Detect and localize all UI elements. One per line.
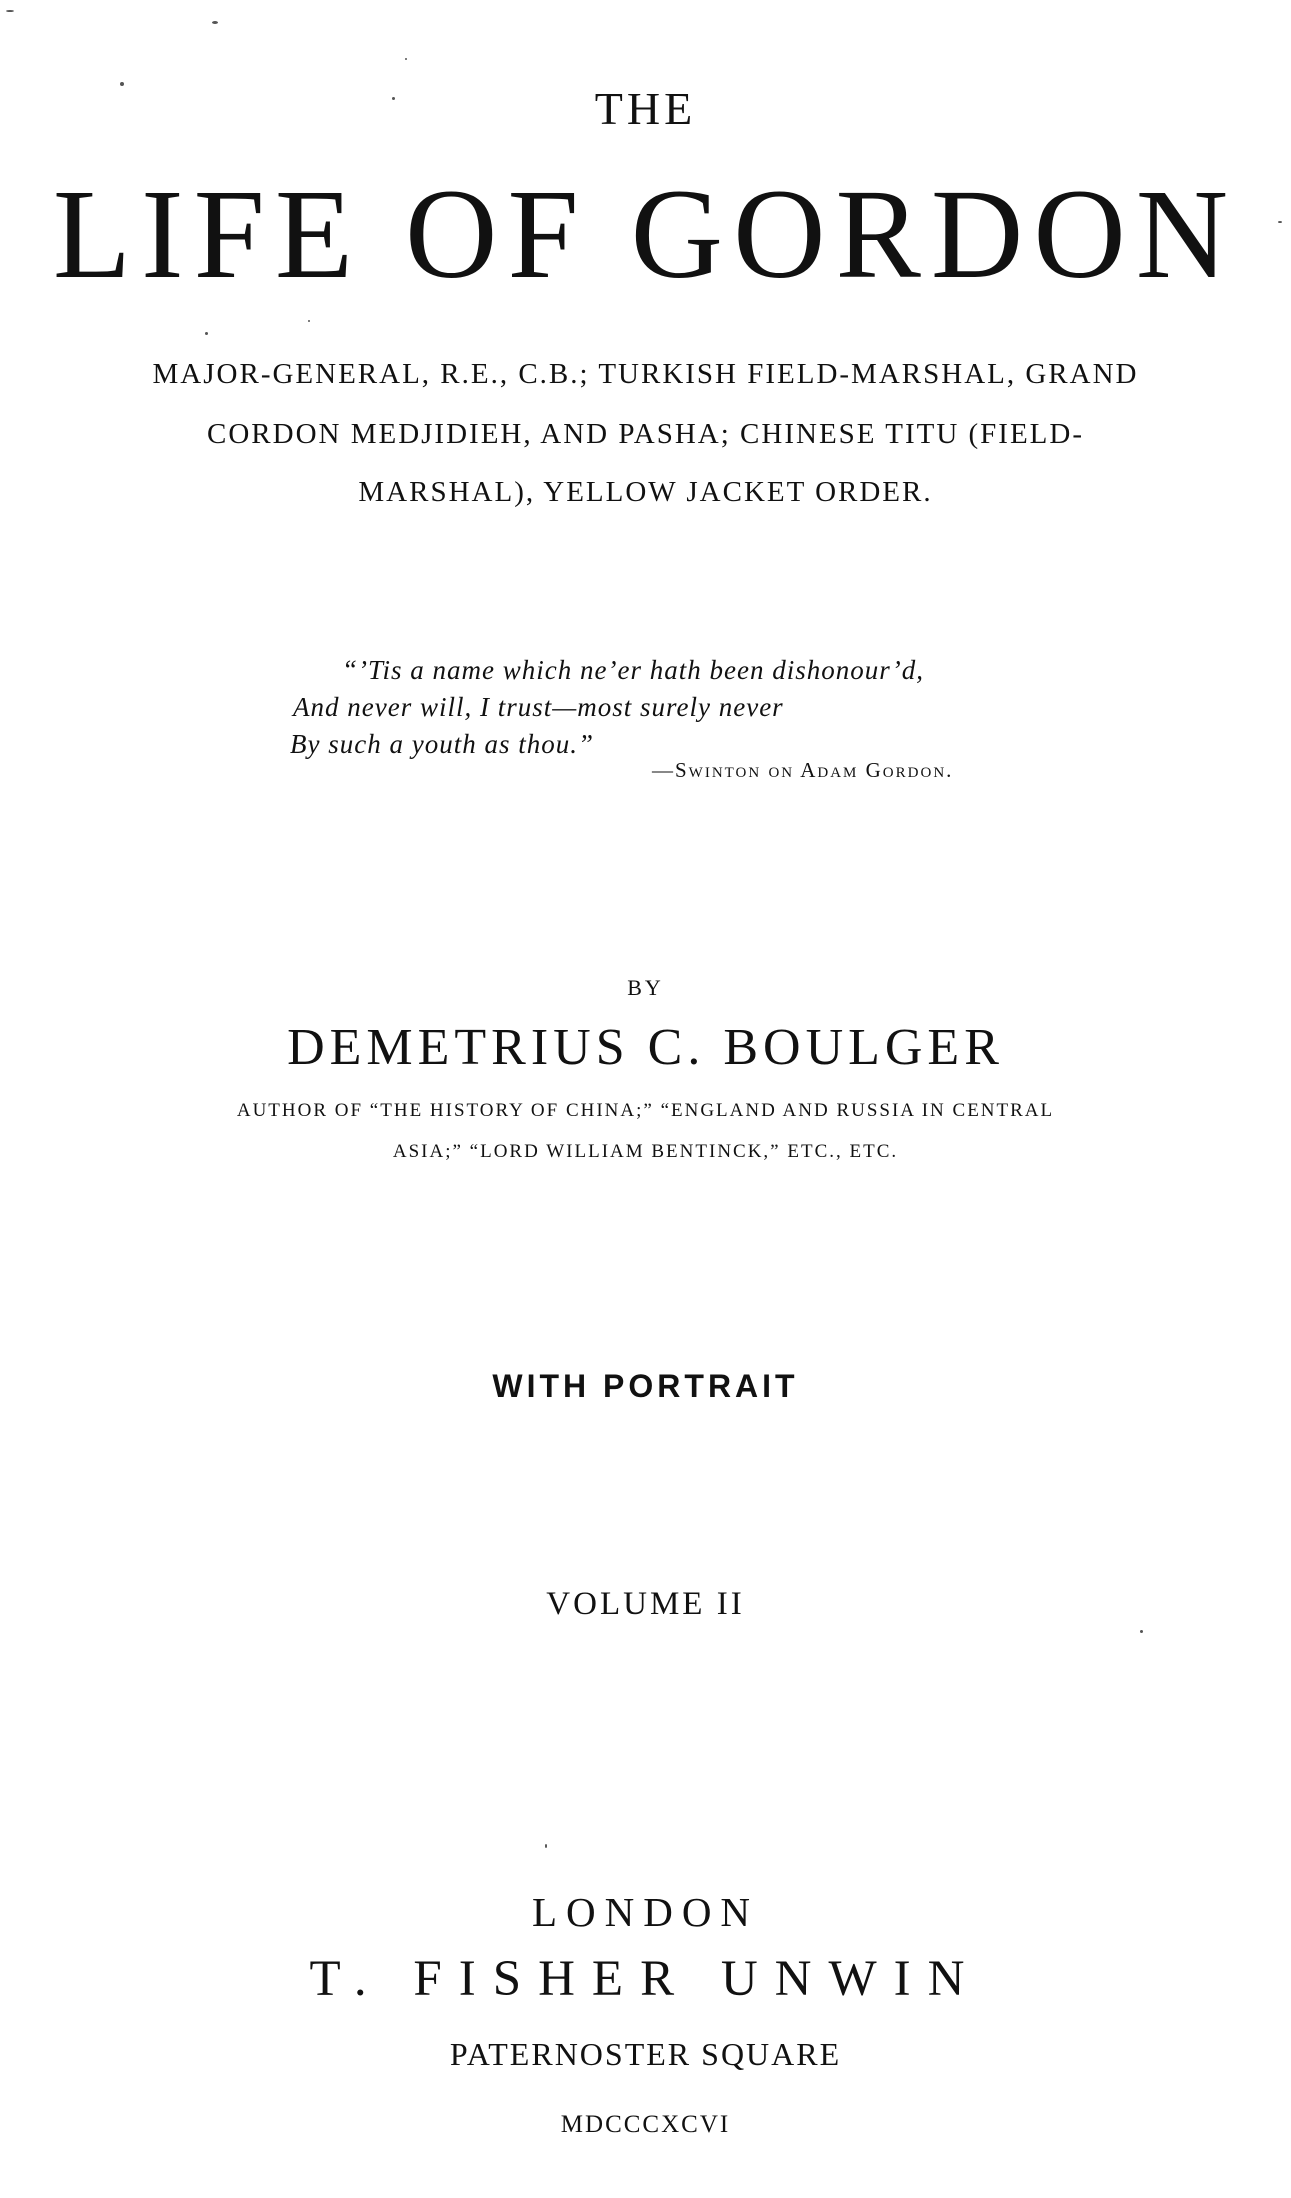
subtitle-line: CORDON MEDJIDIEH, AND PASHA; CHINESE TITU (FIELD- — [207, 418, 1084, 450]
scan-speck — [205, 332, 208, 335]
scan-speck — [1140, 1630, 1143, 1633]
scan-speck — [392, 97, 395, 100]
imprint-year: MDCCCXCVI — [560, 2111, 731, 2138]
scan-speck — [6, 10, 14, 12]
epigraph — [290, 652, 1090, 763]
imprint-publisher: T. FISHER UNWIN — [309, 1951, 982, 2007]
volume-label: VOLUME II — [546, 1586, 745, 1622]
scan-speck — [405, 58, 407, 60]
epigraph-line: By such a youth as thou.” — [290, 729, 594, 759]
author-credits-line: AUTHOR OF “THE HISTORY OF CHINA;” “ENGLAND AND RUSSIA IN CENTRAL — [236, 1100, 1055, 1121]
epigraph-line: “’Tis a name which ne’er hath been dishonour’d, — [342, 655, 924, 685]
author-name: DEMETRIUS C. BOULGER — [287, 1019, 1004, 1076]
portrait-note: WITH PORTRAIT — [492, 1368, 799, 1404]
author-credits-line: ASIA;” “LORD WILLIAM BENTINCK,” ETC., ETC. — [392, 1141, 899, 1162]
by-label: BY — [627, 975, 664, 1000]
title-article: THE — [594, 83, 697, 134]
scan-speck — [212, 21, 218, 24]
subtitle-line: MARSHAL), YELLOW JACKET ORDER. — [358, 476, 933, 508]
scan-speck — [1278, 221, 1282, 223]
epigraph-line: And never will, I trust—most surely never — [293, 692, 784, 722]
imprint-address: PATERNOSTER SQUARE — [449, 2036, 842, 2072]
scan-speck — [545, 1844, 547, 1848]
imprint-city: LONDON — [531, 1889, 760, 1935]
book-title: LIFE OF GORDON — [52, 163, 1239, 305]
scan-speck — [120, 82, 124, 86]
subtitle-line: MAJOR-GENERAL, R.E., C.B.; TURKISH FIELD-MARSHAL, GRAND — [152, 358, 1139, 390]
scan-speck — [308, 320, 310, 322]
epigraph-attribution: —Swinton on Adam Gordon. — [652, 758, 954, 782]
